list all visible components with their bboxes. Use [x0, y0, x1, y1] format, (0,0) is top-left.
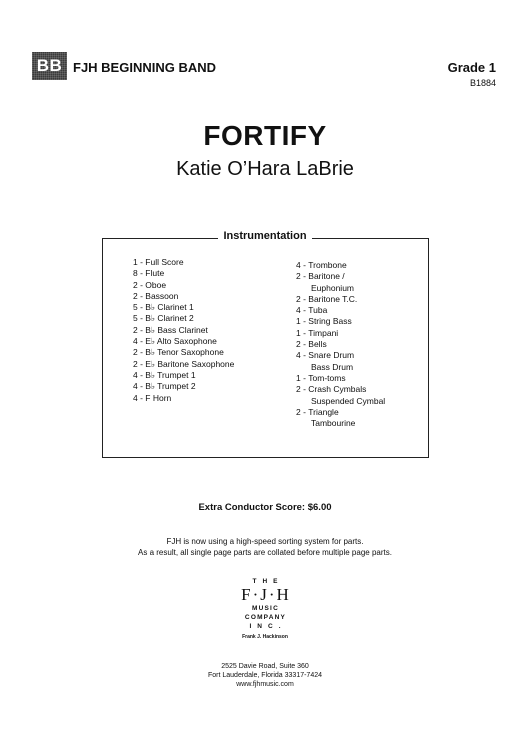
instrument-name: Euphonium	[311, 282, 355, 293]
logo-the: THE	[252, 578, 284, 585]
instrumentation-right-column	[296, 260, 385, 429]
instrument-item	[296, 316, 385, 327]
instrument-quantity: 2 -	[133, 279, 146, 290]
instrument-quantity: 4 -	[133, 381, 146, 392]
instrument-quantity: 2 -	[296, 293, 309, 304]
grade-label: Grade 1	[447, 60, 496, 75]
logo-company: COMPANY	[244, 614, 287, 621]
logo-fjh: F·J·H	[241, 585, 291, 604]
instrument-name: Bassoon	[145, 290, 179, 301]
instrument-quantity: 2 -	[133, 324, 146, 335]
instrument-quantity: 4 -	[296, 350, 309, 361]
instrument-quantity: 4 -	[133, 392, 146, 403]
instrument-name: B♭ Trumpet 2	[145, 381, 196, 392]
instrument-quantity: 1 -	[296, 327, 309, 338]
instrument-name: Flute	[145, 268, 165, 279]
instrument-quantity: 2 -	[133, 347, 146, 358]
notice-line: As a result, all single page parts are collated before multiple page parts.	[138, 548, 392, 557]
instrument-quantity: 8 -	[133, 268, 146, 279]
instrument-item	[296, 328, 385, 339]
notice-line: FJH is now using a high-speed sorting system for parts.	[166, 537, 364, 546]
sorting-notice	[0, 536, 530, 558]
instrument-name: Snare Drum	[308, 350, 355, 361]
instrument-name: Tom-toms	[308, 372, 346, 383]
instrument-name: B♭ Bass Clarinet	[145, 324, 208, 335]
instrument-quantity	[296, 362, 311, 373]
instrument-name: Suspended Cymbal	[311, 395, 386, 406]
instrument-item	[296, 339, 385, 350]
instrument-item	[133, 280, 234, 291]
instrument-item	[296, 305, 385, 316]
logo-music: MUSIC	[252, 605, 279, 612]
instrument-name: E♭ Baritone Saxophone	[145, 358, 235, 369]
instrument-item	[133, 291, 234, 302]
instrument-name: B♭ Tenor Saxophone	[145, 347, 224, 358]
instrument-item	[133, 359, 234, 370]
instrument-item	[296, 271, 385, 282]
instrument-item	[296, 407, 385, 418]
extra-conductor-score: Extra Conductor Score: $6.00	[198, 502, 332, 513]
instrument-name: B♭ Trumpet 1	[145, 369, 196, 380]
instrument-name: Trombone	[308, 260, 347, 270]
instrument-item	[133, 370, 234, 381]
instrument-name: Baritone /	[308, 271, 345, 282]
instrument-item	[133, 381, 234, 392]
catalog-number: B1884	[469, 78, 496, 88]
instrument-quantity: 4 -	[133, 369, 146, 380]
instrument-item	[133, 302, 234, 313]
composer-name: Katie O’Hara LaBrie	[176, 158, 354, 180]
instrument-item	[296, 396, 385, 407]
instrument-name: Timpani	[308, 327, 339, 338]
instrument-name: E♭ Alto Saxophone	[145, 336, 217, 347]
instrument-quantity: 1 -	[296, 372, 309, 383]
instrument-item	[296, 373, 385, 384]
instrumentation-left-column	[133, 257, 234, 404]
instrument-name: B♭ Clarinet 2	[145, 313, 194, 324]
fjh-logo	[228, 577, 302, 641]
instrument-name: Oboe	[145, 279, 167, 290]
logo-inc: INC.	[249, 623, 287, 630]
instrument-item	[296, 283, 385, 294]
instrument-quantity: 4 -	[296, 305, 309, 316]
instrument-quantity: 1 -	[296, 316, 309, 327]
website-link[interactable]: www.fjhmusic.com	[236, 681, 294, 688]
instrumentation-heading: Instrumentation	[0, 230, 530, 242]
series-badge: BB	[32, 52, 67, 80]
logo-founder: Frank J. Hackinson	[242, 634, 288, 640]
instrument-item	[296, 418, 385, 429]
instrument-name: Bass Drum	[311, 361, 354, 372]
publisher-address	[0, 662, 530, 689]
instrument-quantity	[296, 418, 311, 429]
instrument-quantity	[296, 283, 311, 294]
instrument-item	[296, 384, 385, 395]
instrument-item	[133, 325, 234, 336]
instrument-item	[133, 257, 234, 268]
instrument-name: Bells	[308, 339, 327, 350]
instrument-item	[133, 393, 234, 404]
instrument-quantity: 5 -	[133, 302, 146, 313]
instrument-item	[296, 350, 385, 361]
instrument-quantity: 2 -	[296, 271, 309, 282]
instrument-name: Tambourine	[311, 418, 356, 429]
piece-title: FORTIFY	[203, 120, 327, 151]
instrument-item	[133, 313, 234, 324]
instrument-item	[296, 260, 385, 271]
instrument-item	[133, 268, 234, 279]
address-line: Fort Lauderdale, Florida 33317-7424	[207, 672, 323, 679]
instrument-quantity: 5 -	[133, 313, 146, 324]
instrument-name: Crash Cymbals	[308, 384, 367, 395]
instrument-item	[133, 347, 234, 358]
instrument-quantity: 4 -	[296, 260, 309, 270]
instrument-quantity: 2 -	[296, 406, 309, 417]
instrument-name: Baritone T.C.	[308, 293, 358, 304]
instrument-quantity: 2 -	[133, 290, 146, 301]
instrument-item	[296, 294, 385, 305]
instrument-name: Tuba	[308, 305, 328, 316]
instrument-item	[133, 336, 234, 347]
instrument-quantity	[296, 396, 311, 407]
instrument-quantity: 4 -	[133, 336, 146, 347]
instrument-quantity: 2 -	[133, 358, 146, 369]
series-name: FJH BEGINNING BAND	[73, 60, 217, 75]
instrument-item	[296, 362, 385, 373]
instrument-quantity: 1 -	[133, 257, 146, 267]
instrument-quantity: 2 -	[296, 384, 309, 395]
instrument-name: String Bass	[308, 316, 352, 327]
instrument-name: Full Score	[145, 257, 184, 267]
instrument-name: Triangle	[308, 406, 339, 417]
instrument-name: B♭ Clarinet 1	[145, 302, 194, 313]
address-line: 2525 Davie Road, Suite 360	[221, 663, 309, 670]
instrument-name: F Horn	[145, 392, 172, 403]
instrument-quantity: 2 -	[296, 339, 309, 350]
